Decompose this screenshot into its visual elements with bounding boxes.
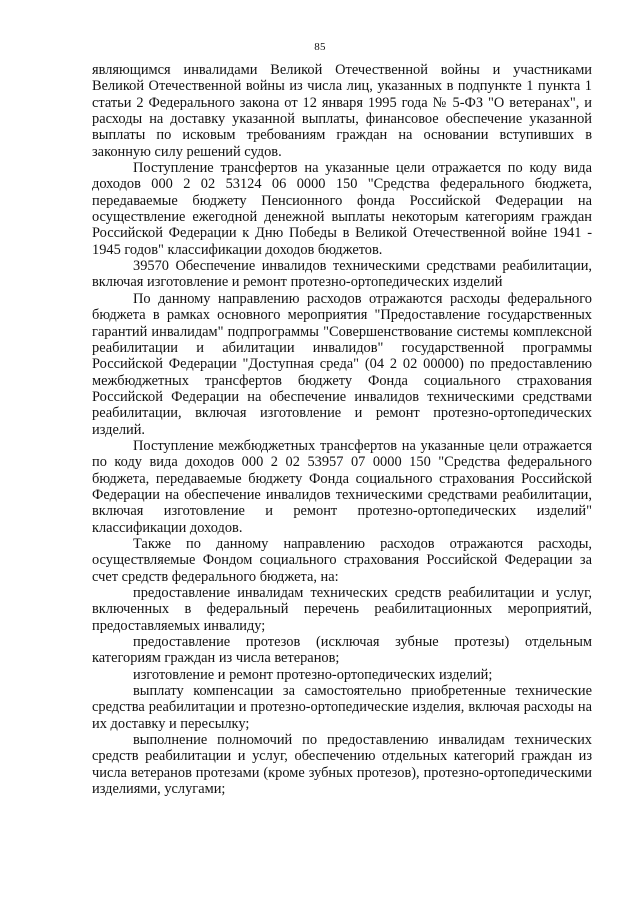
body-text bbox=[92, 62, 592, 797]
list-item-2: предоставление протезов (исключая зубные протезы) отдельным категориям граждан из числа ветеранов; bbox=[92, 634, 592, 667]
paragraph-2: Поступление трансфертов на указанные цели отражается по коду вида доходов 000 2 02 53124 06 0000 150 "Средства федерального бюджета, передаваемые бюджету Пенсионного фонда Российской Федерации на осуществление ежегодной денежной выплаты некоторым категориям граждан Российской Федерации к Дню Победы в Великой Отечественной войне 1941 - 1945 годов" классификации доходов бюджетов. bbox=[92, 160, 592, 258]
list-item-4: выплату компенсации за самостоятельно приобретенные технические средства реабилитации и протезно-ортопедические изделия, включая расходы на их доставку и пересылку; bbox=[92, 683, 592, 732]
list-item-1: предоставление инвалидам технических средств реабилитации и услуг, включенных в федеральный перечень реабилитационных мероприятий, предоставляемых инвалиду; bbox=[92, 585, 592, 634]
paragraph-3-section-heading: 39570 Обеспечение инвалидов техническими средствами реабилитации, включая изготовление и ремонт протезно-ортопедических изделий bbox=[92, 258, 592, 291]
paragraph-5: Поступление межбюджетных трансфертов на указанные цели отражается по коду вида доходов 000 2 02 53957 07 0000 150 "Средства федерального бюджета, передаваемые бюджету Фонда социального страхования Российской Федерации на обеспечение инвалидов техническими средствами реабилитации, включая изготовление и ремонт протезно-ортопедических изделий" классификации доходов. bbox=[92, 437, 592, 536]
paragraph-6: Также по данному направлению расходов отражаются расходы, осуществляемые Фондом социального страхования Российской Федерации за счет средств федерального бюджета, на: bbox=[92, 535, 592, 585]
list-item-3: изготовление и ремонт протезно-ортопедических изделий; bbox=[133, 666, 493, 683]
paragraph-1: являющимся инвалидами Великой Отечественной войны и участниками Великой Отечественной войны из числа лиц, указанных в подпункте 1 пункта 1 статьи 2 Федерального закона от 12 января 1995 года № 5-ФЗ "О ветеранах", и расходы на доставку указанной выплаты, финансовое обеспечение указанной выплаты по исковым требованиям граждан на основании вступивших в законную силу решений судов. bbox=[92, 62, 592, 160]
paragraph-4: По данному направлению расходов отражаются расходы федерального бюджета в рамках основного мероприятия "Предоставление государственных гарантий инвалидам" подпрограммы "Совершенствование системы комплексной реабилитации и абилитации инвалидов" государственной программы Российской Федерации "Доступная среда" (04 2 02 00000) по предоставлению межбюджетных трансфертов бюджету Фонда социального страхования Российской Федерации на обеспечение инвалидов техническими средствами реабилитации, включая изготовление и ремонт протезно-ортопедических изделий. bbox=[92, 290, 592, 438]
page-number: 85 bbox=[314, 41, 326, 53]
list-item-5: выполнение полномочий по предоставлению инвалидам технических средств реабилитации и услуг, обеспечению отдельных категорий граждан из числа ветеранов протезами (кроме зубных протезов), протезно-ортопедическими изделиями, услугами; bbox=[92, 732, 592, 798]
